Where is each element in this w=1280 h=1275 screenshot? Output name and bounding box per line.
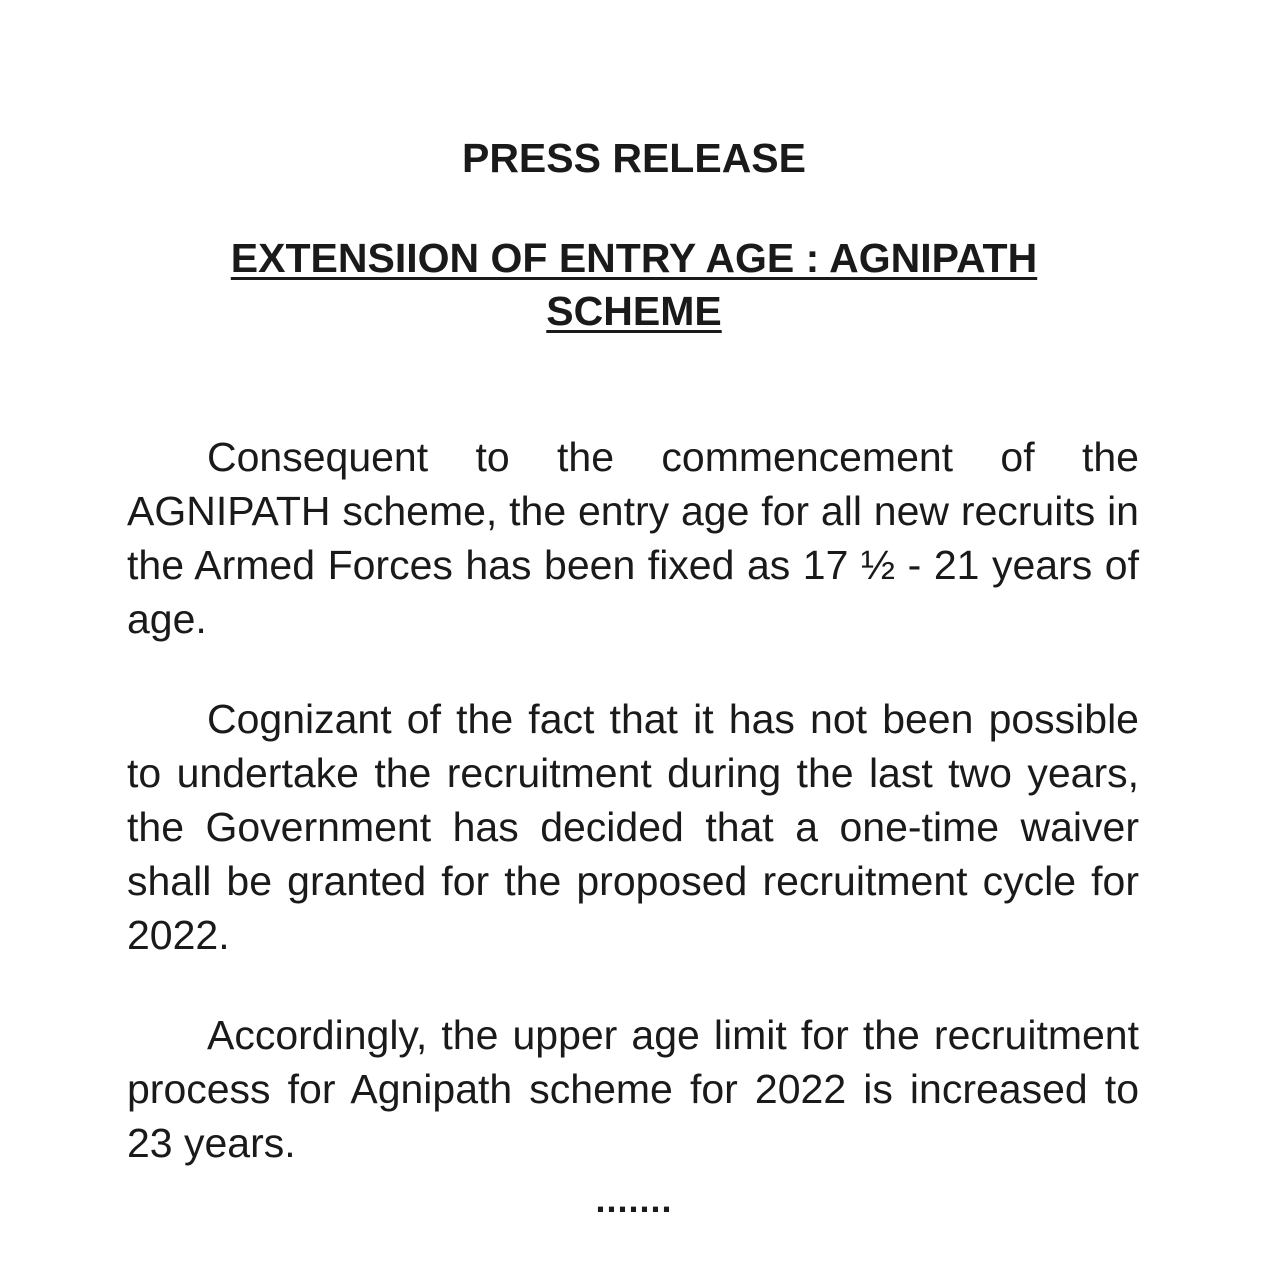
paragraph-one-time-waiver: Cognizant of the fact that it has not been possible to undertake the recruitment during the last two years, the Government has decided that a one-time waiver shall be granted for the proposed recruitment cycle for 2022. [127, 696, 1139, 958]
paragraph-upper-age-limit: Accordingly, the upper age limit for the recruitment process for Agnipath scheme for 2022 is increased to 23 years. [127, 1012, 1139, 1166]
subject-heading-line-2: SCHEME [546, 288, 722, 334]
subject-heading-line-1: EXTENSIION OF ENTRY AGE : AGNIPATH [230, 235, 1038, 281]
end-of-document-mark: ....... [595, 1179, 673, 1220]
paragraph-entry-age: Consequent to the commencement of the AGNIPATH scheme, the entry age for all new recruits in the Armed Forces has been fixed as 17 ½ - 21 years of age. [127, 434, 1139, 642]
document-title: PRESS RELEASE [461, 135, 807, 181]
subject-heading [0, 232, 1268, 338]
